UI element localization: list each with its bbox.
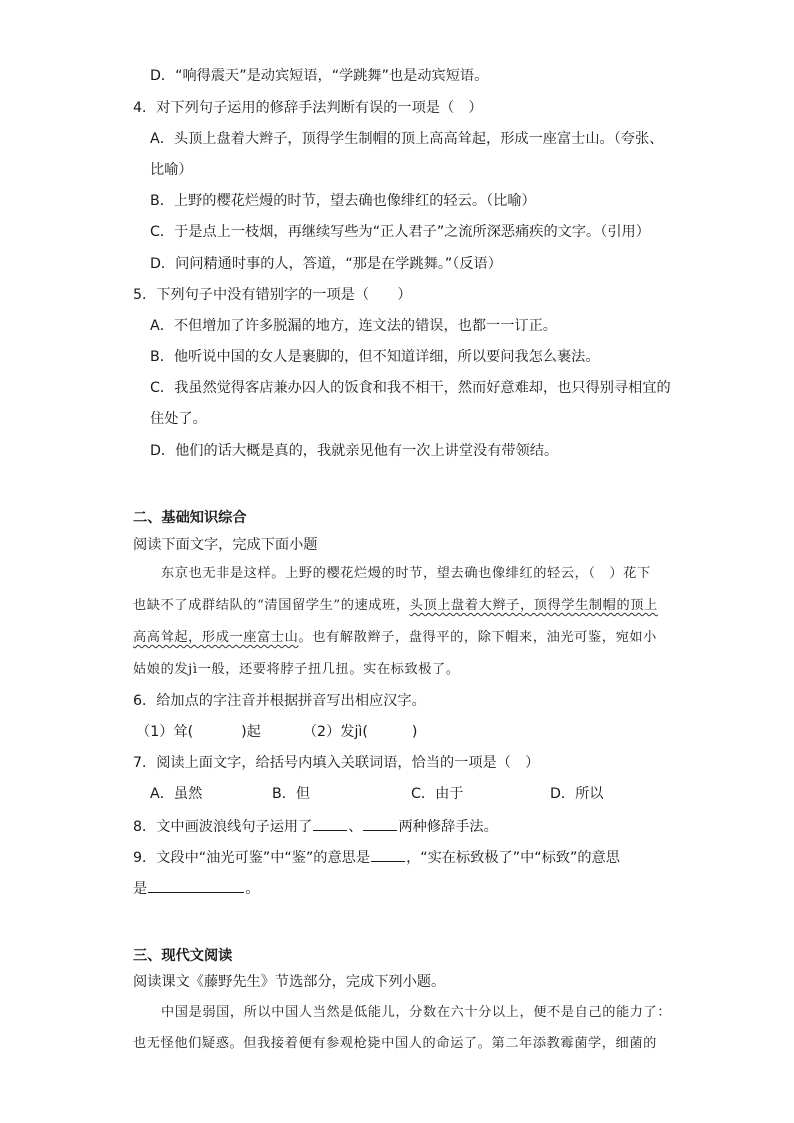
q6-item2-prefix: （2）发jì( [302,724,368,740]
q7-option-a: A．虽然 [150,786,203,802]
q9-line1 [133,847,620,868]
section2-passage-line3 [133,628,657,648]
q3-option-d: D．“响得震天”是动宾短语，“学跳舞”也是动宾短语。 [150,68,489,84]
q8-stem: 8．文中画波浪线句子运用了 [133,819,313,835]
q5-option-a: A．不但增加了许多脱漏的地方，连文法的错误，也都一一订正。 [150,318,557,334]
q9-line2 [133,878,259,899]
q9-stem: 9．文段中“油光可鉴”中“鉴”的意思是 [133,850,371,866]
q5-option-c-line1: C．我虽然觉得客店兼办囚人的饭食和我不相干，然而好意难却，也只得别寻相宜的 [150,380,671,396]
q5-stem: 5．下列句子中没有错别字的一项是（ ） [133,287,412,303]
section3-instruction: 阅读课文《藤野先生》节选部分，完成下列小题。 [133,974,446,990]
q8-blank-2[interactable] [363,816,397,831]
section3-heading: 三、现代文阅读 [133,948,233,964]
q9-blank-1[interactable] [371,847,405,862]
passage-text: 也缺不了成群结队的“清国留学生”的速成班， [133,598,410,613]
q8-stem-end: 两种修辞手法。 [398,819,498,835]
q6-item2-suffix: ) [411,724,418,740]
q4-option-b: B．上野的樱花烂熳的时节，望去确也像绯红的轻云。（比喻） [150,193,536,209]
q4-option-c: C．于是点上一枝烟，再继续写些为“正人君子”之流所深恶痛疾的文字。（引用） [150,224,650,240]
q9-stem-line2: 是 [133,881,148,897]
q7-option-c: C．由于 [411,786,464,802]
q7-option-d: D．所以 [550,786,604,802]
q4-option-a-line2: 比喻） [150,162,193,178]
q7-stem: 7．阅读上面文字，给括号内填入关联词语，恰当的一项是（ ） [133,755,540,771]
q6-item1-prefix: （1）耸( [136,724,194,740]
q6-items [136,722,417,742]
q9-stem-end: 。 [245,881,260,897]
q5-option-d: D．他们的话大概是真的，我就亲见他有一次上讲堂没有带领结。 [150,443,559,459]
q7-option-b: B．但 [272,786,311,802]
section2-passage-line2 [133,596,658,616]
section3-passage-line2: 也无怪他们疑惑。但我接着便有参观枪毙中国人的命运了。第二年添教霉菌学，细菌的 [133,1036,657,1051]
section2-heading: 二、基础知识综合 [133,510,247,526]
q8-separator: 、 [348,819,363,835]
section2-passage-line4: 姑娘的发jì一般，还要将脖子扭几扭。实在标致极了。 [133,662,460,677]
q4-stem: 4．对下列句子运用的修辞手法判断有误的一项是（ ） [133,100,483,116]
q9-blank-2[interactable] [148,878,244,893]
q6-stem: 6．给加点的字注音并根据拼音写出相应汉字。 [133,693,426,709]
section2-instruction: 阅读下面文字，完成下面小题 [133,537,318,553]
q8-line [133,816,498,837]
q4-option-d: D．问问精通时事的人，答道，“那是在学跳舞。”（反语） [150,256,502,272]
q5-option-c-line2: 住处了。 [150,411,207,427]
q4-option-a-line1: A．头顶上盘着大辫子，顶得学生制帽的顶上高高耸起，形成一座富士山。（夸张、 [150,131,664,147]
q8-blank-1[interactable] [313,816,347,831]
section3-passage-line1: 中国是弱国，所以中国人当然是低能儿，分数在六十分以上，便不是自己的能力了： [161,1005,672,1020]
passage-text: 。也有解散辫子，盘得平的，除下帽来，油光可鉴，宛如小 [298,630,657,645]
section2-passage-line1: 东京也无非是这样。上野的樱花烂熳的时节，望去确也像绯红的轻云，（ ）花下 [161,566,651,581]
q9-stem-cont: ，“实在标致极了”中“标致”的意思 [406,850,620,866]
wavy-underlined-sentence: 头顶上盘着大辫子，顶得学生制帽的顶上 [409,598,658,613]
q5-option-b: B．他听说中国的女人是裹脚的，但不知道详细，所以要问我怎么裹法。 [150,349,600,365]
wavy-underlined-sentence: 高高耸起，形成一座富士山 [133,630,299,645]
q6-item1-suffix: )起 [241,724,261,740]
